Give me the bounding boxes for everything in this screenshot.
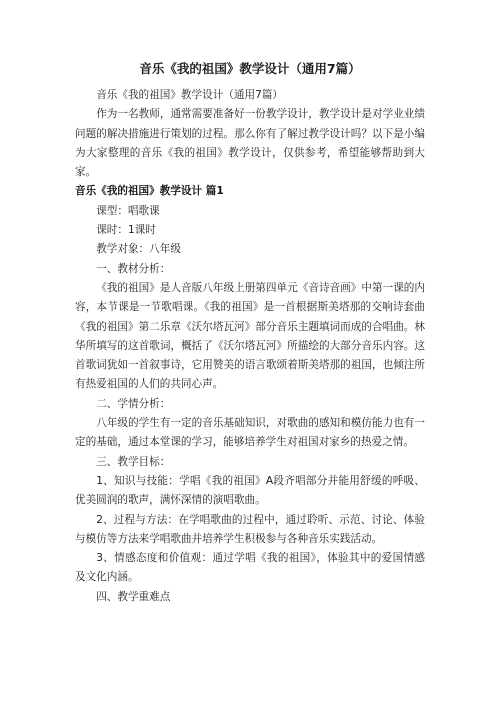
part2-heading: 二、学情分析：	[96, 397, 171, 410]
document-page	[75, 60, 425, 607]
section-heading: 音乐《我的祖国》教学设计 篇1	[75, 185, 224, 198]
part1-heading: 一、教材分析：	[96, 262, 171, 275]
meta-audience: 教学对象：八年级	[96, 243, 181, 256]
document-title: 音乐《我的祖国》教学设计（通用7篇）	[139, 61, 361, 76]
goal-2: 2、过程与方法：在学唱歌曲的过程中，通过聆听、示范、讨论、体验与模仿等方法来学唱歌曲并培养学生积极参与各种音乐实践活动。	[75, 513, 425, 545]
part2-paragraph: 八年级的学生有一定的音乐基础知识，对歌曲的感知和模仿能力也有一定的基础，通过本堂课的学习，能够培养学生对祖国对家乡的热爱之情。	[75, 417, 425, 449]
goal-3: 3、情感态度和价值观：通过学唱《我的祖国》，体验其中的爱国情感及文化内涵。	[75, 552, 425, 584]
meta-type: 课型：唱歌课	[96, 204, 160, 217]
meta-hours: 课时：1课时	[96, 224, 156, 237]
part3-heading: 三、教学目标：	[96, 455, 171, 468]
goal-1: 1、知识与技能：学唱《我的祖国》A段齐唱部分并能用舒缓的呼吸、优美圆润的歌声，满怀深情的演唱歌曲。	[75, 474, 425, 507]
intro-paragraph: 作为一名教师，通常需要准备好一份教学设计，教学设计是对学业业绩问题的解决措施进行策划的过程。那么你有了解过教学设计吗？以下是小编为大家整理的音乐《我的祖国》教学设计，仅供参考，希望能够帮助到大家。	[75, 108, 425, 179]
part4-heading: 四、教学重难点	[96, 590, 171, 603]
part1-paragraph: 《我的祖国》是人音版八年级上册第四单元《音诗音画》中第一课的内容，本节课是一节歌唱课。《我的祖国》是一首根据斯美塔那的交响诗套曲《我的祖国》第二乐章《沃尔塔瓦河》部分音乐主题填词而成的合唱曲。林华所填写的这首歌词，概括了《沃尔塔瓦河》所描绘的大部分音乐内容。这首歌词犹如一首叙事诗，它用赞美的语言歌颂着斯美塔那的祖国，也倾注所有热爱祖国的人们的共同心声。	[75, 281, 425, 391]
subtitle-line: 音乐《我的祖国》教学设计（通用7篇）	[96, 89, 284, 101]
